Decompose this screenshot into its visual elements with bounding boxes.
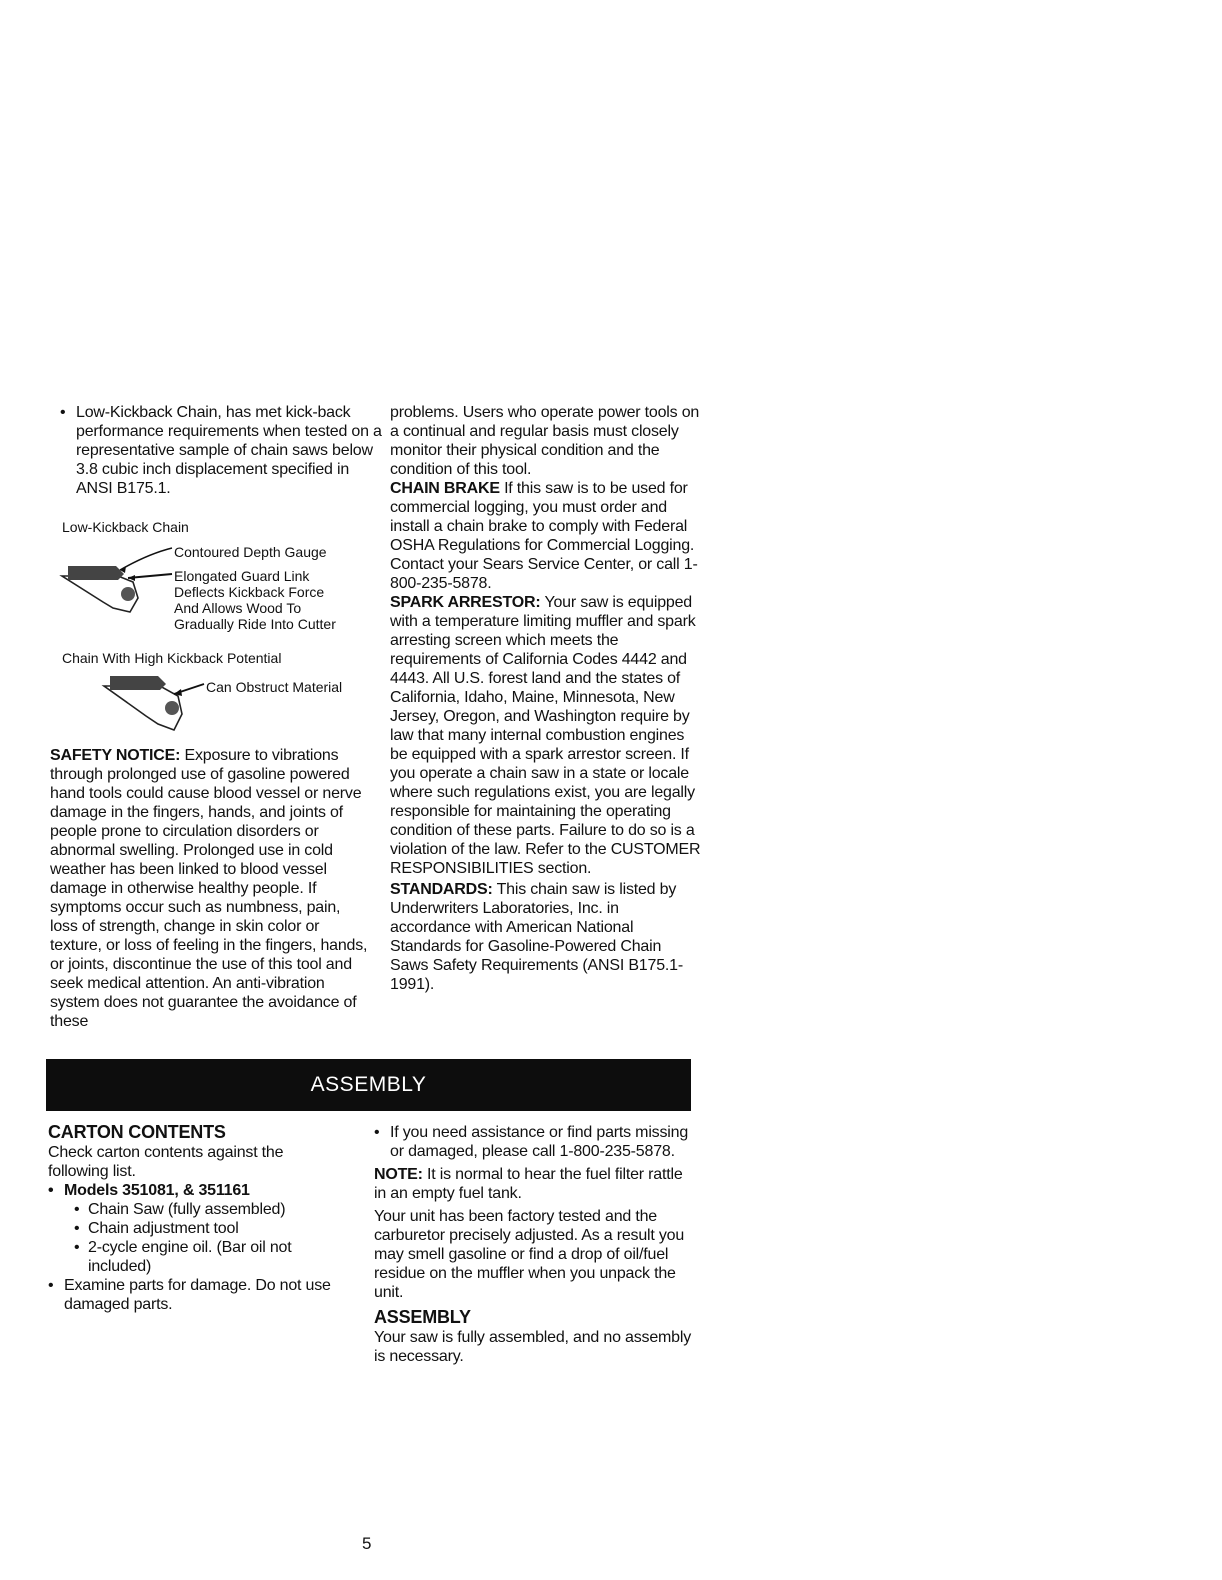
models-text: Models 351081, & 351161 xyxy=(64,1182,250,1199)
note-paragraph xyxy=(374,1165,694,1203)
factory-tested-paragraph: Your unit has been factory tested and the carburetor precisely adjusted. As a result you may smell gasoline or find a drop of oil/fuel residue on the muffler when you unpack the unit. xyxy=(374,1208,685,1301)
spark-arrestor-heading: SPARK ARRESTOR: xyxy=(390,594,541,611)
diagram1-caption: Low-Kickback Chain xyxy=(62,519,189,535)
label-can-obstruct-material: Can Obstruct Material xyxy=(206,679,343,695)
note-text: It is normal to hear the fuel filter rattle in an empty fuel tank. xyxy=(374,1166,683,1202)
safety-notice-text: Exposure to vibrations through prolonged use of gasoline powered hand tools could cause blood vessel or nerve damage in the fingers, hands, and joints of people prone to circulation disorders or abnormal swelling. Prolonged use in cold weather has been linked to blood vessel damage in otherwise healthy people. If symptoms occur such as numbness, pain, loss of strength, change in skin color or texture, or loss of feeling in the fingers, hands, or joints, discontinue the use of this tool and seek medical attention. An anti-vibration system does not guarantee the avoidance of these xyxy=(50,747,368,1030)
assembly-text: Your saw is fully assembled, and no assembly is necessary. xyxy=(374,1329,691,1365)
assistance-item xyxy=(374,1123,694,1161)
carton-item-text: Chain adjustment tool xyxy=(88,1220,239,1237)
models-item xyxy=(48,1181,348,1200)
carton-contents-heading: CARTON CONTENTS xyxy=(48,1122,226,1142)
diagram1-labels xyxy=(174,568,336,632)
label-contoured-depth-gauge: Contoured Depth Gauge xyxy=(174,544,327,560)
carton-intro: Check carton contents against the following list. xyxy=(48,1144,284,1180)
spark-arrestor-section xyxy=(390,593,702,878)
diagram2-caption: Chain With High Kickback Potential xyxy=(62,650,282,666)
note-heading: NOTE: xyxy=(374,1166,423,1183)
continuation-text: problems. Users who operate power tools on a continual and regular basis must closely monitor their physical condition and the condition of this tool. xyxy=(390,404,700,478)
carton-item-text: Chain Saw (fully assembled) xyxy=(88,1201,286,1218)
low-kickback-chain-diagram xyxy=(58,540,178,635)
standards-section xyxy=(390,880,702,994)
assembly-banner: ASSEMBLY xyxy=(46,1059,691,1111)
assistance-text: If you need assistance or find parts missing or damaged, please call 1-800-235-5878. xyxy=(390,1124,689,1160)
standards-text: This chain saw is listed by Underwriters Laboratories, Inc. in accordance with American National Standards for Gasoline-Powered Chain Saws Safety Requirements (ANSI B175.1-1991). xyxy=(390,881,683,993)
depth-gauge-pointer xyxy=(120,548,172,570)
examine-item xyxy=(48,1276,348,1314)
high-kickback-chain-diagram xyxy=(100,668,210,748)
examine-text: Examine parts for damage. Do not use damaged parts. xyxy=(64,1277,331,1313)
chain-links-shape xyxy=(110,676,166,690)
low-kickback-bullet xyxy=(60,403,386,498)
safety-notice xyxy=(50,746,368,1031)
safety-notice-heading: SAFETY NOTICE: xyxy=(50,747,181,764)
assembly-subheading: ASSEMBLY xyxy=(374,1307,471,1327)
carton-contents-section xyxy=(48,1121,348,1314)
low-kickback-text: Low-Kickback Chain, has met kick-back performance requirements when tested on a representative sample of chain saws below 3.8 cubic inch displacement specified in ANSI B175.1. xyxy=(76,404,382,497)
page-number: 5 xyxy=(362,1534,372,1553)
cutter-tooth-shape xyxy=(121,587,135,601)
carton-item-text: 2-cycle engine oil. (Bar oil not included) xyxy=(88,1239,292,1275)
label-deflects: Deflects Kickback Force xyxy=(174,584,325,600)
label-gradually: Gradually Ride Into Cutter xyxy=(174,616,336,632)
chain-brake-heading: CHAIN BRAKE xyxy=(390,480,500,497)
label-elongated-guard-link: Elongated Guard Link xyxy=(174,568,310,584)
cutter-tooth-shape xyxy=(165,701,179,715)
chain-links-shape xyxy=(68,566,124,580)
carton-item xyxy=(48,1200,348,1219)
carton-item xyxy=(48,1238,348,1276)
assembly-right-column xyxy=(374,1123,694,1366)
spark-arrestor-text: Your saw is equipped with a temperature limiting muffler and spark arresting screen which meets the requirements of California Codes 4442 and 4443. All U.S. forest land and the states of California, Idaho, Maine, Minnesota, New Jersey, Oregon, and Washington require by law that many internal combustion engines be equipped with a spark arrestor screen. If you operate a chain saw in a state or locale where such regulations exist, you are legally responsible for maintaining the operating condition of these parts. Failure to do so is a violation of the law. Refer to the CUSTOMER RESPONSIBILITIES section. xyxy=(390,594,701,877)
standards-heading: STANDARDS: xyxy=(390,881,493,898)
carton-item xyxy=(48,1219,348,1238)
chain-brake-text: If this saw is to be used for commercial logging, you must order and install a chain brake to comply with Federal OSHA Regulations for Commercial Logging. Contact your Sears Service Center, or call 1-800-235-5878. xyxy=(390,480,698,592)
label-allows: And Allows Wood To xyxy=(174,600,302,616)
chain-brake-section xyxy=(390,479,702,593)
column2-text xyxy=(390,403,702,994)
